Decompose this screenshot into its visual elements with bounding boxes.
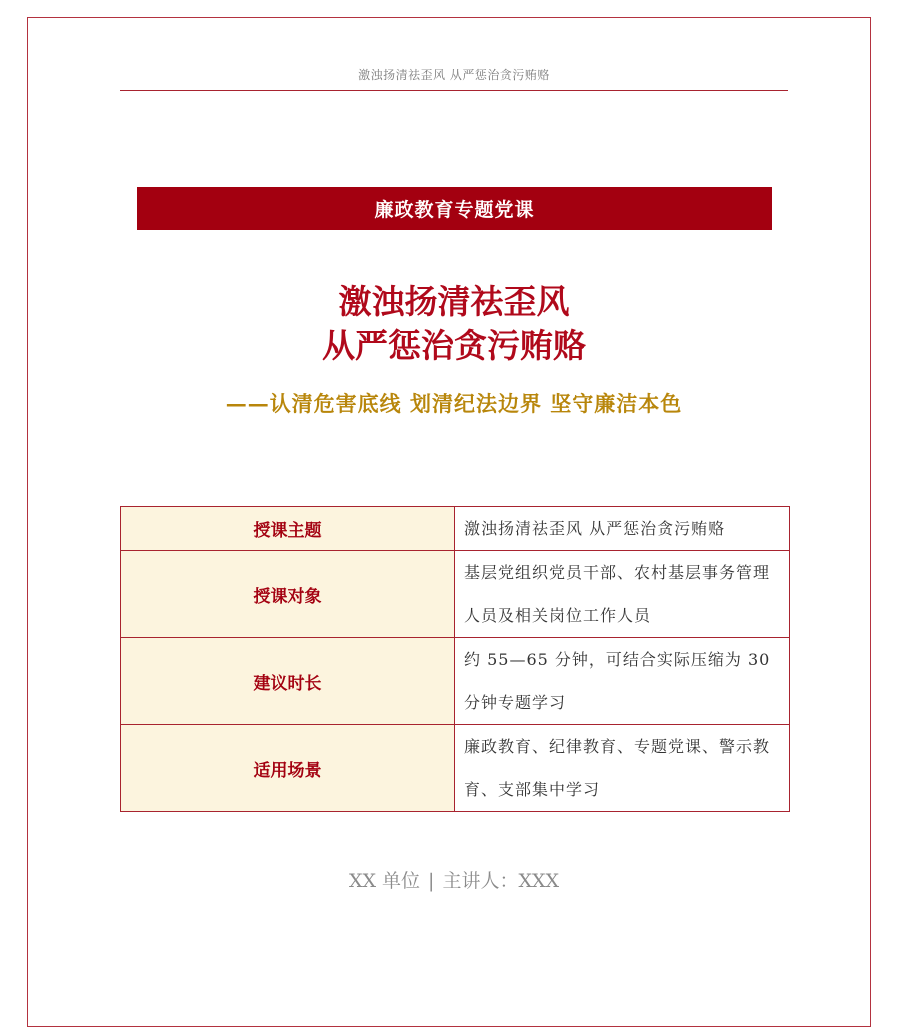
title-line-1: 激浊扬清祛歪风 (338, 282, 570, 321)
table-row (121, 551, 790, 638)
speaker-name: 主讲人：XXX (442, 870, 560, 892)
title-line-2: 从严惩治贪污贿赂 (322, 326, 586, 365)
footer-separator: | (428, 870, 435, 892)
document-title (120, 280, 788, 368)
table-row (121, 725, 790, 812)
presenter-line (120, 866, 788, 893)
row-value: 廉政教育、纪律教育、专题党课、警示教育、支部集中学习 (455, 725, 790, 812)
row-value: 基层党组织党员干部、农村基层事务管理人员及相关岗位工作人员 (455, 551, 790, 638)
row-label: 适用场景 (121, 725, 455, 812)
unit-name: XX 单位 (348, 870, 421, 892)
document-subtitle: ——认清危害底线 划清纪法边界 坚守廉洁本色 (225, 391, 683, 416)
row-value: 激浊扬清祛歪风 从严惩治贪污贿赂 (455, 507, 790, 551)
running-header: 激浊扬清祛歪风 从严惩治贪污贿赂 (358, 68, 550, 82)
banner-label: 廉政教育专题党课 (374, 199, 535, 221)
header-divider (120, 90, 788, 91)
table-row (121, 638, 790, 725)
course-type-banner (137, 187, 772, 230)
row-value: 约 55—65 分钟，可结合实际压缩为 30 分钟专题学习 (455, 638, 790, 725)
row-label: 建议时长 (121, 638, 455, 725)
row-label: 授课主题 (121, 507, 455, 551)
row-label: 授课对象 (121, 551, 455, 638)
course-info-table (120, 506, 790, 812)
table-row (121, 507, 790, 551)
